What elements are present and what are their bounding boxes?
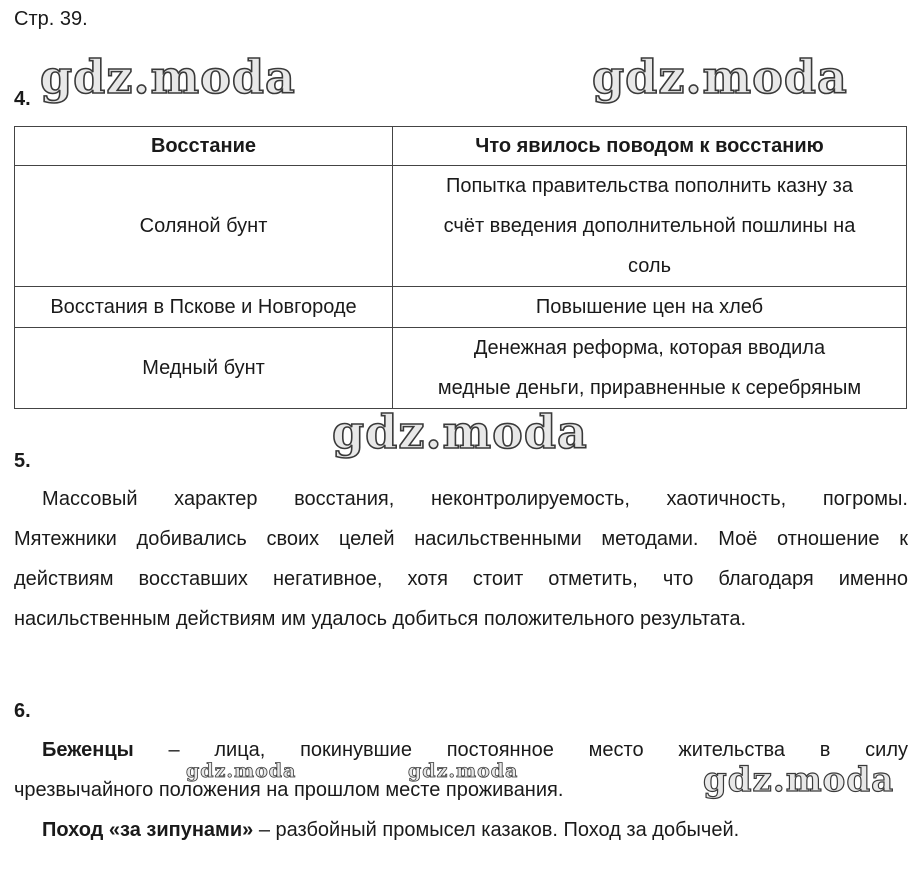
- question-6-number: 6.: [14, 700, 31, 722]
- uprisings-table: [14, 126, 907, 409]
- reason-line: счёт введения дополнительной пошлины на: [443, 215, 856, 237]
- definition-refugees: – лица, покинувшие постоянное место жительства в силу: [133, 739, 908, 761]
- uprising-reason: [393, 328, 907, 409]
- answer-5-line: Массовый характер восстания, неконтролируемость, хаотичность, погромы.: [42, 488, 908, 510]
- reason-line: Повышение цен на хлеб: [535, 296, 764, 318]
- uprising-name: Соляной бунт: [15, 166, 393, 287]
- term-zipun-campaign: Поход «за зипунами»: [42, 819, 254, 841]
- table-row: [15, 328, 907, 409]
- uprising-reason: [393, 287, 907, 328]
- watermark-logo: gdz.moda: [186, 760, 297, 782]
- uprising-name: Медный бунт: [15, 328, 393, 409]
- table-header-row: [15, 127, 907, 166]
- answer-5-line: действиям восставших негативное, хотя стоит отметить, что благодаря именно: [14, 568, 908, 590]
- watermark-logo: gdz.moda: [332, 405, 588, 459]
- definition-zipun-campaign: – разбойный промысел казаков. Поход за добычей.: [253, 819, 740, 841]
- table-row: [15, 166, 907, 287]
- uprising-name: Восстания в Пскове и Новгороде: [15, 287, 393, 328]
- answer-6-definition-1-cont: чрезвычайного положения на прошлом месте проживания.: [14, 779, 564, 801]
- header-uprising: Восстание: [15, 127, 393, 166]
- header-reason: Что явилось поводом к восстанию: [393, 127, 907, 166]
- term-refugees: Беженцы: [42, 739, 134, 761]
- watermark-logo: gdz.moda: [592, 50, 848, 104]
- uprising-reason: [393, 166, 907, 287]
- reason-line: соль: [628, 255, 671, 277]
- reason-line: Денежная реформа, которая вводила: [473, 337, 826, 359]
- question-4-number: 4.: [14, 88, 31, 110]
- question-5-number: 5.: [14, 450, 31, 472]
- answer-5-line: насильственным действиям им удалось добиться положительного результата.: [14, 608, 747, 630]
- reason-line: Попытка правительства пополнить казну за: [446, 175, 853, 197]
- watermark-logo: gdz.moda: [703, 760, 895, 800]
- answer-6-definition-2: [14, 810, 908, 850]
- table-row: [15, 287, 907, 328]
- watermark-logo: gdz.moda: [408, 760, 519, 782]
- reason-line: медные деньги, приравненные к серебряным: [437, 377, 862, 399]
- answer-5-line: Мятежники добивались своих целей насильственными методами. Моё отношение к: [14, 528, 908, 550]
- page-label: Стр. 39.: [14, 8, 88, 30]
- watermark-logo: gdz.moda: [40, 50, 296, 104]
